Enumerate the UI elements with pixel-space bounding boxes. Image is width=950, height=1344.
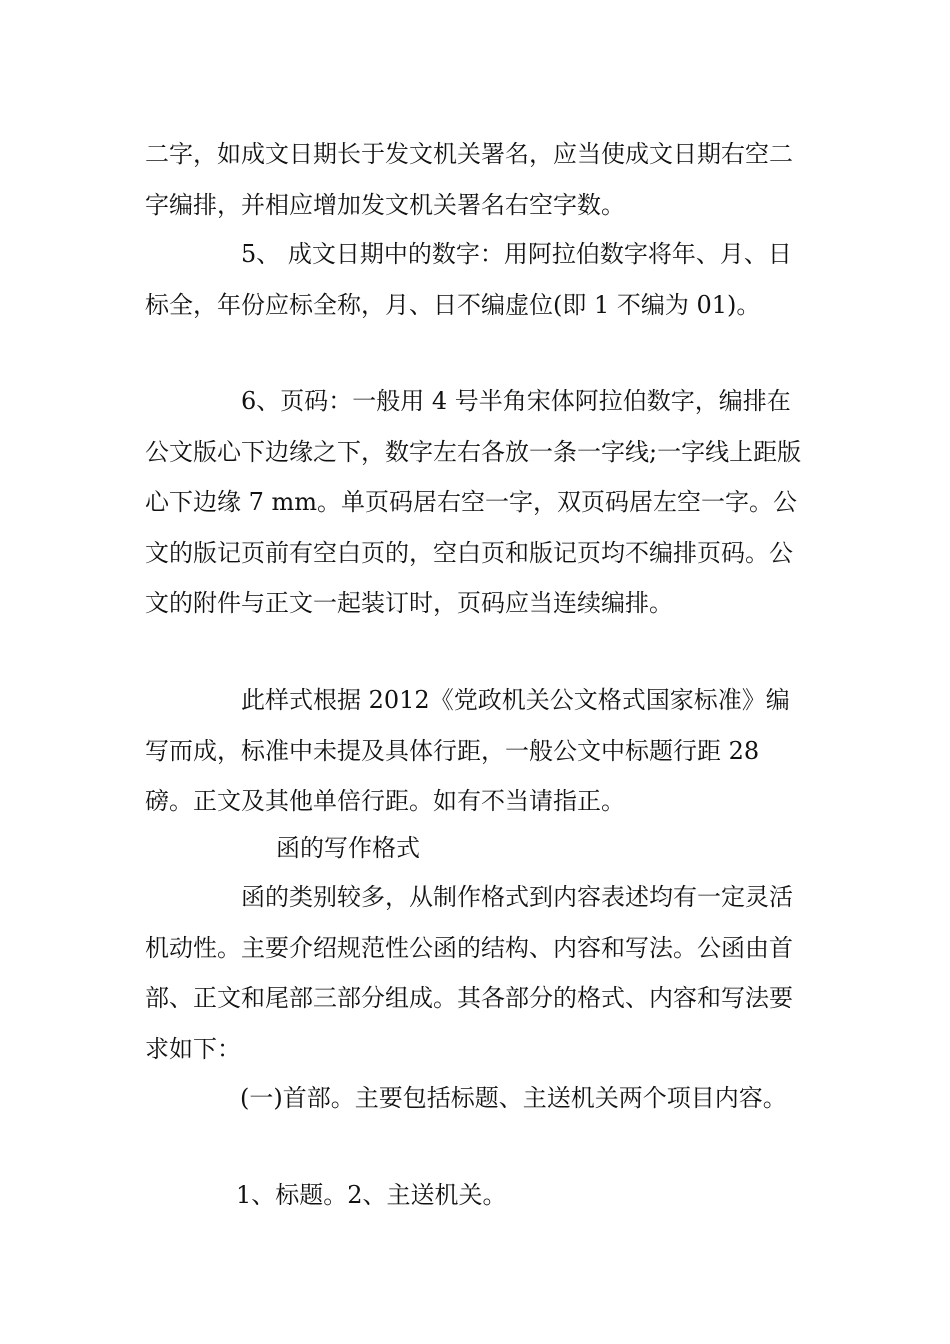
paragraph-header-part: (一)首部。主要包括标题、主送机关两个项目内容。	[240, 1084, 787, 1112]
paragraph-date-layout: 二字，如成文日期长于发文机关署名，应当使成文日期右空二字编排，并相应增加发文机关署名右空字数。	[145, 140, 793, 219]
paragraph-date-digits: 5、 成文日期中的数字：用阿拉伯数字将年、月、日标全，年份应标全称，月、日不编虚位(即 1 不编为 01)。	[145, 240, 792, 319]
paragraph-letter-intro: 函的类别较多，从制作格式到内容表述均有一定灵活机动性。主要介绍规范性公函的结构、内容和写法。公函由首部、正文和尾部三部分组成。其各部分的格式、内容和写法要求如下：	[145, 883, 793, 1063]
paragraph-page-number: 6、页码：一般用 4 号半角宋体阿拉伯数字，编排在公文版心下边缘之下，数字左右各放一条一字线;一字线上距版心下边缘 7 mm。单页码居右空一字，双页码居左空一字。公文的版记页前有空白页的，空白页和版记页均不编排页码。公文的附件与正文一起装订时，页码应当连续编排。	[145, 387, 802, 617]
section-heading-letter-format: 函的写作格式	[276, 834, 420, 862]
paragraph-header-items: 1、标题。2、主送机关。	[236, 1181, 507, 1209]
paragraph-standard-note: 此样式根据 2012《党政机关公文格式国家标准》编写而成，标准中未提及具体行距，一般公文中标题行距 28 磅。正文及其他单倍行距。如有不当请指正。	[145, 686, 790, 815]
